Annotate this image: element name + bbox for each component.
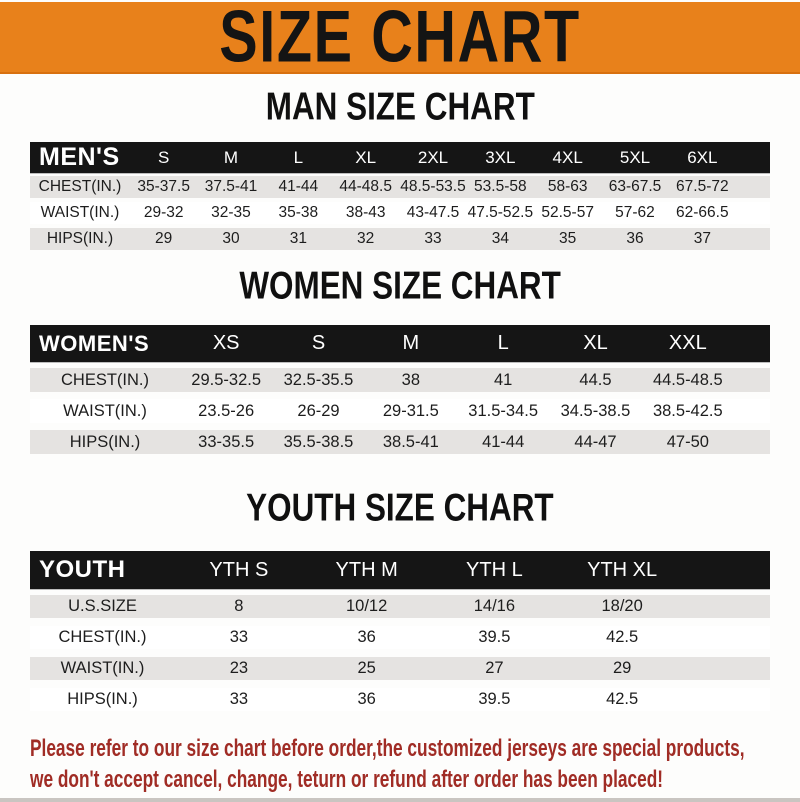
- row-label: HIPS(IN.): [67, 690, 138, 708]
- size-value: 36: [357, 690, 376, 708]
- size-value: 33: [229, 690, 249, 708]
- size-value: 34.5-38.5: [560, 401, 631, 420]
- table-row: [30, 430, 770, 454]
- size-value: 37: [693, 230, 711, 247]
- size-value: 31.5-34.5: [468, 401, 539, 420]
- column-header-m: M: [402, 332, 420, 354]
- size-value: 27: [485, 659, 504, 677]
- size-value: 44-47: [574, 432, 617, 451]
- size-value: 35.5-38.5: [283, 432, 354, 451]
- youth-section-heading: [0, 485, 800, 529]
- disclaimer-line-2: we don't accept cancel, change, teturn or refund after order has been placed!: [30, 766, 664, 793]
- table-corner-label: MEN'S: [39, 143, 120, 171]
- size-value: 29-32: [143, 204, 184, 221]
- column-header-5xl: 5XL: [619, 147, 651, 167]
- column-header-s: S: [311, 332, 326, 354]
- youth-section-heading-text: YOUTH SIZE CHART: [246, 485, 554, 529]
- size-value: 8: [234, 597, 244, 615]
- size-value: 35-37.5: [137, 178, 190, 195]
- size-value: 35: [559, 230, 577, 247]
- size-value: 29: [155, 230, 173, 247]
- men-section-heading-text: MAN SIZE CHART: [265, 84, 535, 128]
- size-value: 32.5-35.5: [283, 370, 354, 389]
- size-value: 67.5-72: [676, 178, 729, 195]
- column-header-yth-m: YTH M: [335, 558, 398, 581]
- size-value: 62-66.5: [676, 204, 729, 221]
- size-value: 32-35: [211, 204, 251, 221]
- column-header-3xl: 3XL: [485, 147, 516, 167]
- size-chart-banner: [0, 0, 800, 78]
- row-label: WAIST(IN.): [40, 204, 120, 221]
- size-value: 37.5-41: [204, 178, 258, 195]
- size-value: 30: [222, 230, 240, 247]
- row-label: CHEST(IN.): [58, 628, 147, 646]
- row-label: CHEST(IN.): [61, 370, 149, 389]
- size-value: 57-62: [615, 204, 655, 221]
- column-header-xl: XL: [583, 332, 608, 354]
- size-value: 29-31.5: [382, 401, 439, 420]
- size-value: 29.5-32.5: [191, 370, 262, 389]
- size-value: 39.5: [478, 628, 511, 646]
- size-value: 36: [626, 230, 644, 247]
- size-value: 41: [493, 370, 513, 389]
- size-value: 33: [424, 230, 442, 247]
- column-header-yth-l: YTH L: [466, 558, 523, 581]
- disclaimer-line-1: Please refer to our size chart before order,the customized jerseys are special products,: [30, 735, 745, 762]
- size-value: 33: [229, 628, 249, 646]
- column-header-xxl: XXL: [668, 332, 707, 354]
- column-header-xs: XS: [212, 332, 240, 354]
- size-value: 48.5-53.5: [400, 178, 466, 195]
- size-value: 25: [357, 659, 376, 677]
- order-disclaimer: [0, 733, 800, 795]
- column-header-m: M: [223, 147, 239, 167]
- size-value: 44.5-48.5: [652, 370, 723, 389]
- size-value: 44.5: [579, 370, 612, 389]
- column-header-yth-s: YTH S: [209, 558, 269, 581]
- size-value: 47-50: [666, 432, 709, 451]
- size-value: 41-44: [482, 432, 525, 451]
- column-header-l: L: [497, 332, 509, 354]
- table-header-row: [30, 325, 770, 362]
- size-value: 43-47.5: [406, 204, 460, 221]
- size-value: 23: [229, 659, 249, 677]
- column-header-xl: XL: [355, 147, 377, 167]
- women-section-heading-text: WOMEN SIZE CHART: [239, 263, 561, 307]
- men-section-heading: [0, 84, 800, 128]
- row-label: U.S.SIZE: [68, 597, 137, 615]
- table-row: [30, 176, 770, 198]
- table-row: [30, 202, 770, 224]
- table-row: [30, 688, 770, 711]
- row-label: HIPS(IN.): [69, 432, 141, 451]
- table-row: [30, 595, 770, 618]
- size-value: 32: [357, 230, 375, 247]
- column-header-yth-xl: YTH XL: [587, 558, 658, 581]
- size-value: 39.5: [478, 690, 511, 708]
- size-value: 10/12: [345, 597, 388, 615]
- size-value: 18/20: [601, 597, 643, 615]
- size-value: 38-43: [345, 204, 386, 221]
- size-value: 35-38: [278, 204, 319, 221]
- size-value: 52.5-57: [541, 204, 594, 221]
- table-corner-label: WOMEN'S: [39, 330, 150, 356]
- size-value: 36: [357, 628, 376, 646]
- size-value: 53.5-58: [474, 178, 527, 195]
- size-value: 63-67.5: [608, 178, 662, 195]
- size-value: 14/16: [473, 597, 516, 615]
- size-value: 34: [491, 230, 509, 247]
- column-header-2xl: 2XL: [417, 147, 449, 167]
- size-value: 42.5: [606, 690, 639, 708]
- size-value: 23.5-26: [198, 401, 255, 420]
- table-corner-label: YOUTH: [39, 556, 126, 583]
- table-row: [30, 657, 770, 680]
- youth-size-table: [30, 551, 770, 711]
- row-label: WAIST(IN.): [60, 659, 145, 677]
- size-value: 33-35.5: [198, 432, 255, 451]
- table-row: [30, 228, 770, 250]
- row-label: CHEST(IN.): [38, 178, 122, 195]
- row-label: HIPS(IN.): [46, 230, 114, 247]
- table-row: [30, 626, 770, 649]
- column-header-6xl: 6XL: [687, 147, 718, 167]
- men-size-table: [30, 142, 770, 250]
- women-size-table: [30, 325, 770, 454]
- size-value: 58-63: [547, 178, 588, 195]
- page-title: SIZE CHART: [219, 0, 581, 78]
- bottom-edge-strip: [0, 798, 800, 802]
- size-value: 47.5-52.5: [467, 204, 534, 221]
- size-value: 29: [612, 659, 632, 677]
- column-header-4xl: 4XL: [552, 147, 583, 167]
- table-row: [30, 399, 770, 423]
- column-header-l: L: [293, 147, 304, 167]
- table-row: [30, 368, 770, 392]
- size-value: 41-44: [278, 178, 319, 195]
- table-header-row: [30, 142, 770, 173]
- size-value: 42.5: [606, 628, 639, 646]
- size-value: 38.5-42.5: [652, 401, 723, 420]
- size-value: 31: [289, 230, 307, 247]
- size-value: 38.5-41: [382, 432, 439, 451]
- women-section-heading: [0, 263, 800, 307]
- table-header-row: [30, 551, 770, 589]
- size-value: 26-29: [297, 401, 340, 420]
- column-header-s: S: [157, 147, 170, 167]
- size-value: 44-48.5: [339, 178, 392, 195]
- size-value: 38: [401, 370, 420, 389]
- row-label: WAIST(IN.): [63, 401, 147, 420]
